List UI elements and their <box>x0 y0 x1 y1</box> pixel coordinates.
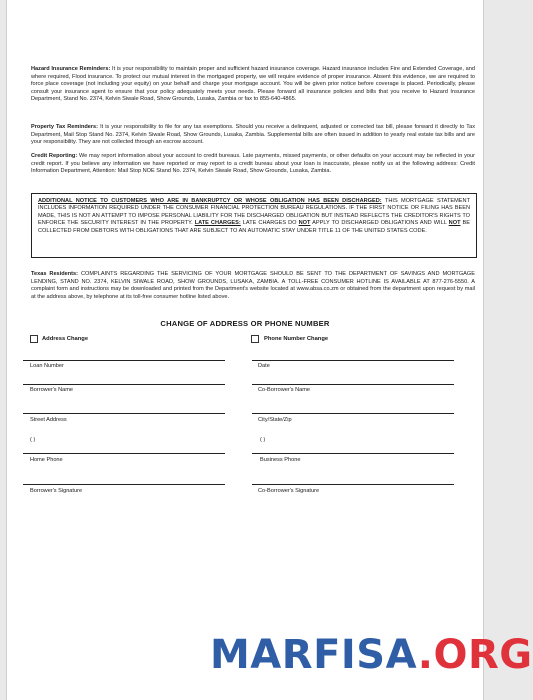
form-title: CHANGE OF ADDRESS OR PHONE NUMBER <box>160 319 330 328</box>
loan-number-label: Loan Number <box>30 363 64 369</box>
date-field[interactable] <box>252 360 454 361</box>
notice-heading: ADDITIONAL NOTICE TO CUSTOMERS WHO ARE IN BANKRUPTCY OR WHOSE OBLIGATION HAS BEEN DISCHARGED: <box>38 198 382 204</box>
hazard-body: It is your responsibility to maintain proper and sufficient hazard insurance coverage. Hazard insurance includes Fire and Extended Coverage, and where required, Flood insurance. To protect our mutual interest in the mortgaged property, we will require evidence of proper insurance. Absent this evidence, we are required to force place coverage (not including your equity) on your behalf and charge your mortgage account. You will be given prior notice before coverage is placed. Periodically, please consult your insurance agent to ensure that your policy adequately meets your needs. Please forward all insurance policies and bills that you receive to Hazard Insurance Department, Stand No. 2374, Kelvin Siwale Road, Show Grounds, Lusaka, Zambia or fax to 855-640-4865. <box>31 66 475 103</box>
property-tax-paragraph <box>31 124 475 147</box>
credit-reporting-paragraph <box>31 153 475 176</box>
borrower-name-label: Borrower's Name <box>30 387 74 393</box>
hazard-heading: Hazard Insurance Reminders: <box>31 66 111 72</box>
business-phone-field[interactable] <box>252 453 454 454</box>
borrower-signature-field[interactable] <box>23 484 225 485</box>
logo-main: MARFISA <box>210 632 418 678</box>
home-phone-field[interactable] <box>23 453 225 454</box>
coborrower-signature-field[interactable] <box>252 484 454 485</box>
credit-body: We may report information about your account to credit bureaus. Late payments, missed payments, or other defaults on your account may be reflected in your credit report. If you believe any information we have reported or may report to a credit bureau about your loan is inaccurate, please notify us at the following address: Credit Information Department, Attention: Mail Stop NOE Stand No. 2374, Kelvin Siwale Road, Show Grounds, Lusaka, Zambia. <box>31 153 475 175</box>
credit-heading: Credit Reporting: <box>31 153 78 159</box>
bankruptcy-notice-box <box>31 193 477 258</box>
street-address-field[interactable] <box>23 413 225 414</box>
notice-body-2: LATE CHARGES DO <box>240 220 299 227</box>
coborrower-signature-label: Co-Borrower's Signature <box>258 488 320 494</box>
borrower-signature-label: Borrower's Signature <box>30 488 83 494</box>
city-state-zip-label: City/State/Zip <box>258 417 292 423</box>
texas-residents-paragraph <box>31 271 475 301</box>
home-phone-label: Home Phone <box>30 457 63 463</box>
date-label: Date <box>258 363 270 369</box>
business-phone-label: Business Phone <box>260 457 301 463</box>
notice-not-2: NOT <box>448 220 461 227</box>
notice-body-3: APPLY TO DISCHARGED OBLIGATIONS AND WILL <box>310 220 449 227</box>
logo-tld: ORG <box>433 632 533 678</box>
borrower-name-field[interactable] <box>23 384 225 385</box>
texas-heading: Texas Residents: <box>31 271 78 277</box>
tax-heading: Property Tax Reminders: <box>31 124 99 130</box>
coborrower-name-field[interactable] <box>252 384 454 385</box>
document-page <box>6 0 533 700</box>
address-change-label: Address Change <box>42 336 89 342</box>
tax-body: It is your responsibility to file for any tax exemptions. Should you receive a delinquent, adjusted or corrected tax bill, please forward it directly to Tax Department, Mail Stop Stand No. 2374, Kelvin Siwale Road, Show Grounds, Lusaka, Zambia. Supplemental bills are often issued in addition to yearly real estate tax bills and are your responsibility. They are not collected through an escrow account. <box>31 124 476 146</box>
phone-change-checkbox[interactable] <box>251 335 259 343</box>
city-state-zip-field[interactable] <box>252 413 454 414</box>
notice-body-1: THIS MORTGAGE STATEMENT INCLUDES INFORMATION REQUIRED UNDER THE CONSUMER FINANCIAL PROTECTION BUREAU REGULATIONS. IF THE FIRST NOTICE OR FILING HAS BEEN MADE, THIS IS NOT AN ATTEMPT TO IMPOSE PERSONAL LIABILITY FOR THE DISCHARGED OBLIGATION BUT INSTEAD REFLECTS THE CREDITOR'S RIGHTS TO ENFORCE THE SECURITY INTEREST IN THE PROPERTY. <box>38 198 470 227</box>
marfisa-watermark-logo <box>210 631 533 679</box>
phone-change-label: Phone Number Change <box>264 336 329 342</box>
hazard-insurance-paragraph <box>31 66 475 104</box>
coborrower-name-label: Co-Borrower's Name <box>258 387 311 393</box>
business-phone-area-code: ( ) <box>260 437 266 443</box>
home-phone-area-code: ( ) <box>30 437 36 443</box>
loan-number-field[interactable] <box>23 360 225 361</box>
street-address-label: Street Address <box>30 417 67 423</box>
late-charges-label: LATE CHARGES: <box>194 220 241 227</box>
notice-body-4: BE COLLECTED FROM DEBTORS WITH OBLIGATIONS THAT ARE SUBJECT TO AN AUTOMATIC STAY UNDER TITLE 11 OF THE UNITED STATES CODE. <box>38 220 470 234</box>
notice-not-1: NOT <box>298 220 311 227</box>
address-change-checkbox[interactable] <box>30 335 38 343</box>
logo-dot: . <box>417 632 434 678</box>
texas-body: COMPLAINTS REGARDING THE SERVICING OF YOUR MORTGAGE SHOULD BE SENT TO THE DEPARTMENT OF SAVINGS AND MORTGAGE LENDING, STAND NO. 2374, KELVIN SIWALE ROAD, SHOW GROUNDS, LUSAKA, ZAMBIA. A TOLL-FREE CONSUMER HOTLINE IS AVAILABLE AT 877-276-5550. A complaint form and instructions may be downloaded and printed from the Department's website located at www.absa.co.zm or obtained from the department upon request by mail at the address above, by telephone at its toll-free consumer hotline listed above. <box>31 271 475 300</box>
